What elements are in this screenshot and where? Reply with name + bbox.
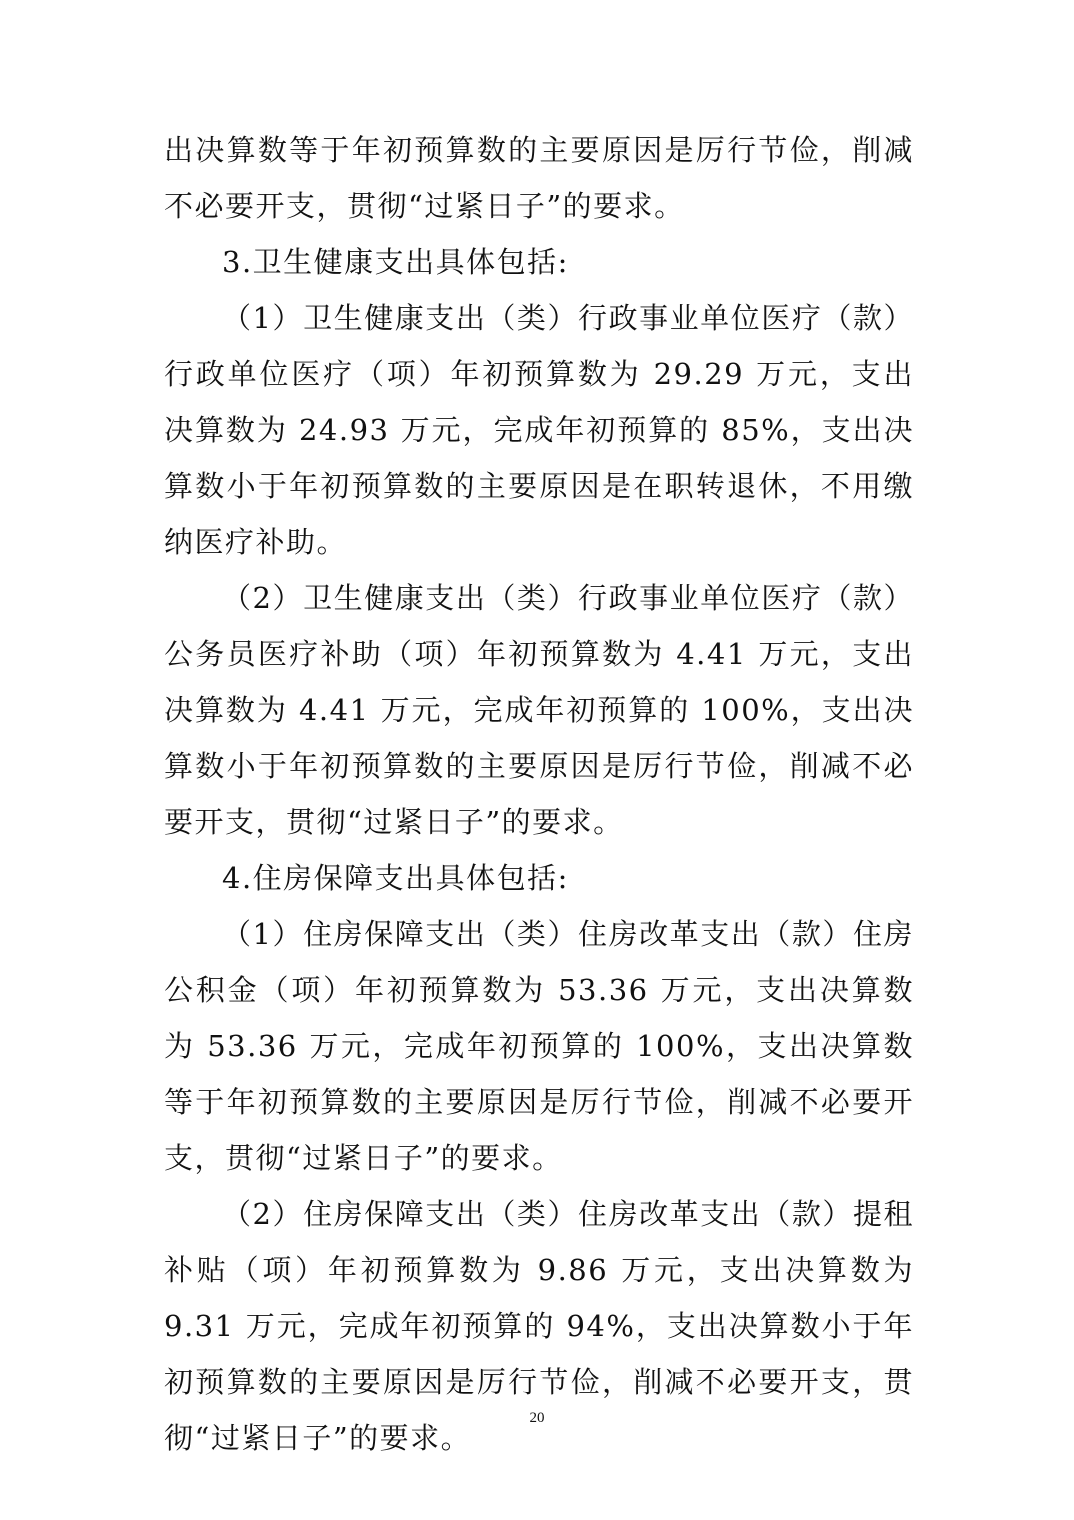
paragraph-housing-item-2: （2）住房保障支出（类）住房改革支出（款）提租补贴（项）年初预算数为 9.86 万元，支出决算数为 9.31 万元，完成年初预算的 94%，支出决算数小于年初预算数的主要原因是厉行节俭，削减不必要开支，贯彻“过紧日子”的要求。	[164, 1197, 914, 1455]
section-heading-housing: 4.住房保障支出具体包括:	[222, 861, 569, 895]
paragraph-health-item-1: （1）卫生健康支出（类）行政事业单位医疗（款）行政单位医疗（项）年初预算数为 29.29 万元，支出决算数为 24.93 万元，完成年初预算的 85%，支出决算数小于年初预算数的主要原因是在职转退休，不用缴纳医疗补助。	[164, 301, 914, 559]
paragraph-health-item-2: （2）卫生健康支出（类）行政事业单位医疗（款）公务员医疗补助（项）年初预算数为 4.41 万元，支出决算数为 4.41 万元，完成年初预算的 100%，支出决算数小于年初预算数的主要原因是厉行节俭，削减不必要开支，贯彻“过紧日子”的要求。	[164, 581, 914, 839]
paragraph-continuation: 出决算数等于年初预算数的主要原因是厉行节俭，削减不必要开支，贯彻“过紧日子”的要求。	[164, 133, 914, 223]
section-heading-health: 3.卫生健康支出具体包括:	[222, 245, 569, 279]
paragraph-housing-item-1: （1）住房保障支出（类）住房改革支出（款）住房公积金（项）年初预算数为 53.36 万元，支出决算数为 53.36 万元，完成年初预算的 100%，支出决算数等于年初预算数的主要原因是厉行节俭，削减不必要开支，贯彻“过紧日子”的要求。	[164, 917, 914, 1175]
document-body	[164, 122, 914, 1466]
page-number: 20	[529, 1410, 545, 1426]
